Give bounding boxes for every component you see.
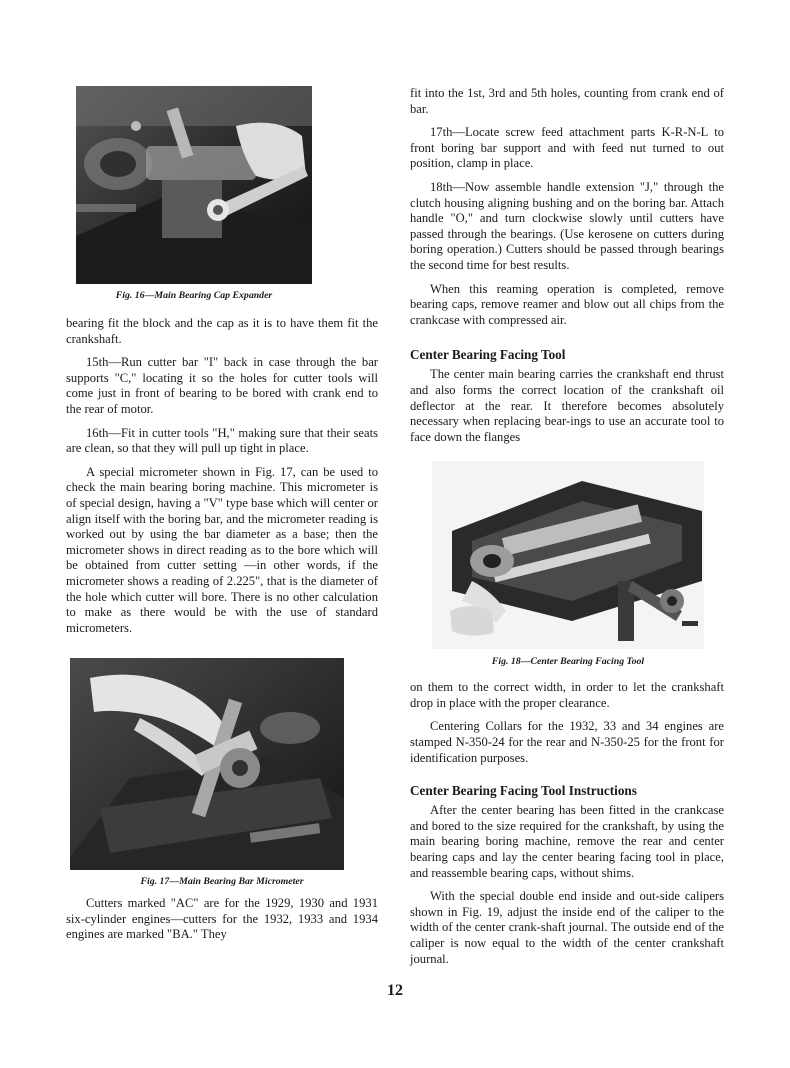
paragraph: 18th—Now assemble handle extension "J," through the clutch housing aligning bushing and on the boring bar. Attach handle "O," and turn clockwise slowly until cutters have passed through the bearings. (Use kerosene on cutters during boring operation.) Cutters should be passed through bearings the second time for best results.	[410, 179, 724, 272]
figure-caption: Fig. 16—Main Bearing Cap Expander	[115, 290, 273, 301]
paragraph: With the special double end inside and out-side calipers shown in Fig. 19, adjust the inside end of the caliper to the width of the center crank-shaft journal. The outside end of the caliper is now equal to the width of the center crankshaft journal.	[410, 889, 724, 966]
figure-caption: Fig. 17—Main Bearing Bar Micrometer	[140, 876, 304, 888]
main-bearing-bar-micrometer-photo	[70, 658, 344, 870]
photo-17-drawing	[70, 658, 344, 870]
paragraph: fit into the 1st, 3rd and 5th holes, counting from crank end of bar.	[410, 86, 724, 116]
paragraph: 17th—Locate screw feed attachment parts K-R-N-L to front boring bar support and with feed nut turned to out position, clamp in place.	[410, 125, 724, 171]
main-bearing-cap-expander-photo	[76, 86, 312, 284]
figure-18	[410, 461, 724, 668]
paragraph: After the center bearing has been fitted in the crankcase and bored to the size required for the crankshaft, by using the main bearing boring machine, remove the rear and center bearing caps and lay the center bearing facing tool in place, and reassemble bearing caps, without shims.	[410, 803, 724, 880]
right-column	[410, 86, 724, 967]
section-heading: Center Bearing Facing Tool	[410, 347, 566, 363]
paragraph: bearing fit the block and the cap as it is to have them fit the crankshaft.	[66, 316, 378, 346]
paragraph: Cutters marked "AC" are for the 1929, 1930 and 1931 six-cylinder engines—cutters for the 1932, 1933 and 1934 engines are marked "BA." They	[66, 896, 378, 942]
paragraph: When this reaming operation is completed, remove bearing caps, remove reamer and blow out all chips from the crankcase with compressed air.	[410, 281, 724, 327]
figure-caption: Fig. 18—Center Bearing Facing Tool	[491, 656, 645, 668]
figure-17	[66, 658, 378, 888]
paragraph: A special micrometer shown in Fig. 17, can be used to check the main bearing boring machine. This micrometer is of special design, having a "V" type base which will center or align itself with the boring bar, and the micrometer reading is worked out by using the bar diameter as a base; then the micrometer shows in direct reading as to the bore which will be obtained from cutter setting —in other words, if the micrometer shows a reading of 2.225", that is the diameter of the hole which cutter will bore. There is no other calculation to make as there would be with the use of standard micrometers.	[66, 464, 378, 635]
photo-16-drawing	[76, 86, 312, 284]
paragraph: 16th—Fit in cutter tools "H," making sure that their seats are clean, so that they will pull up tight in place.	[66, 425, 378, 456]
section-heading: Center Bearing Facing Tool Instructions	[410, 783, 637, 799]
center-bearing-facing-tool-photo	[432, 461, 704, 649]
paragraph: on them to the correct width, in order to let the crankshaft drop in place with the proper clearance.	[410, 680, 724, 710]
paragraph: 15th—Run cutter bar "I" back in case through the bar supports "C," locating it so the holes for cutter tools will come just in front of bearing to be bored with crank end to the rear of motor.	[66, 355, 378, 416]
photo-18-drawing	[432, 461, 704, 649]
paragraph: The center main bearing carries the crankshaft end thrust and also forms the correct location of the crankshaft oil deflector at the rear. It therefore becomes absolutely necessary when replacing bear-ings to use an accurate tool to face down the flanges	[410, 367, 724, 444]
paragraph: Centering Collars for the 1932, 33 and 34 engines are stamped N-350-24 for the rear and N-350-25 for the front for identification purposes.	[410, 719, 724, 765]
page-number: 12	[387, 982, 403, 999]
left-column	[66, 86, 378, 943]
figure-16	[66, 86, 378, 302]
